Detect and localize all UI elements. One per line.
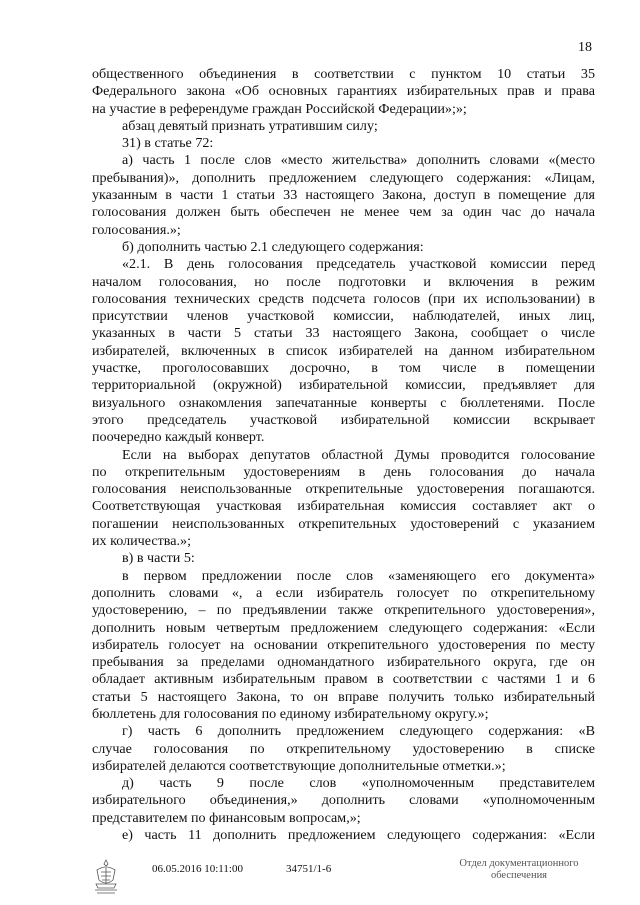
- text-line: абзац девятый признать утратившим силу;: [122, 117, 378, 134]
- coat-of-arms-icon: [93, 858, 119, 896]
- text-line: территориальной (окружной) избирательной комиссии, предъявляет для: [92, 377, 595, 394]
- footer-datetime: 06.05.2016 10:11:00: [152, 863, 243, 875]
- document-body: [92, 66, 595, 844]
- text-line: по открепительным удостоверениям в день голосования до начала: [92, 463, 595, 480]
- department-stamp: Отдел документационного обеспечения: [459, 858, 579, 881]
- text-line: Федерального закона «Об основных гарантиях избирательных прав и права: [92, 83, 595, 100]
- text-line: указанным в части 1 статьи 33 настоящего Закона, доступ в помещение для: [92, 187, 595, 204]
- page-number: 18: [578, 40, 592, 55]
- text-line: представителем по финансовым вопросам,»;: [92, 809, 361, 826]
- text-line: голосования неиспользованные открепительные удостоверения погашаются.: [92, 481, 595, 498]
- text-line: пребывания за пределами одномандатного избирательного округа, где он: [92, 654, 595, 671]
- text-line: в) в части 5:: [122, 550, 195, 567]
- text-line: избирателей делаются соответствующие дополнительные отметки.»;: [92, 757, 506, 774]
- text-line: избирателей, включенных в список избирателей на данном избирательном: [92, 342, 595, 359]
- text-line: д) часть 9 после слов «уполномоченным представителем: [122, 775, 595, 792]
- text-line: поочередно каждый конверт.: [92, 429, 265, 446]
- text-line: их количества.»;: [92, 533, 192, 550]
- text-line: дополнить словами «, а если избиратель голосует по открепительному: [92, 584, 595, 601]
- text-line: голосования должен быть обеспечен не менее чем за один час до начала: [92, 204, 595, 221]
- text-line: «2.1. В день голосования председатель участковой комиссии перед: [122, 256, 595, 273]
- text-line: участке, проголосовавших досрочно, в том числе в помещении: [92, 360, 595, 377]
- text-line: погашении неиспользованных открепительных удостоверений с указанием: [92, 515, 595, 532]
- text-line: а) часть 1 после слов «место жительства» дополнить словами «(место: [122, 152, 595, 169]
- text-line: удостоверению, – по предъявлении также открепительного удостоверения»,: [92, 602, 595, 619]
- text-line: избиратель голосует на основании открепительного удостоверения по месту: [92, 636, 595, 653]
- footer-doc-code: 34751/1-6: [286, 863, 332, 875]
- text-line: обладает активным избирательным правом в соответствии с частями 1 и 6: [92, 671, 595, 688]
- text-line: присутствии членов участковой комиссии, наблюдателей, иных лиц,: [92, 308, 595, 325]
- text-line: общественного объединения в соответствии с пунктом 10 статьи 35: [92, 66, 595, 82]
- text-line: статьи 5 настоящего Закона, то он вправе получить только избирательный: [92, 688, 595, 705]
- text-line: голосования.»;: [92, 221, 181, 238]
- text-line: этого председатель участковой избирательной комиссии вскрывает: [92, 411, 595, 428]
- text-line: е) часть 11 дополнить предложением следующего содержания: «Если: [122, 827, 595, 844]
- text-line: голосования технических средств подсчета голосов (при их использовании) в: [92, 290, 595, 307]
- text-line: дополнить новым четвертым предложением следующего содержания: «Если: [92, 619, 595, 636]
- text-line: началом голосования, но после подготовки и включения в режим: [92, 273, 595, 290]
- page-footer: [0, 856, 640, 904]
- text-line: Если на выборах депутатов областной Думы проводится голосование: [122, 446, 595, 463]
- text-line: пребывания)», дополнить предложением следующего содержания: «Лицам,: [92, 169, 595, 186]
- text-line: бюллетень для голосования по единому избирательному округу.»;: [92, 705, 489, 722]
- text-line: Соответствующая участковая избирательная комиссия составляет акт о: [92, 498, 595, 515]
- text-line: г) часть 6 дополнить предложением следующего содержания: «В: [122, 723, 595, 740]
- text-line: избирательного объединения,» дополнить словами «уполномоченным: [92, 792, 595, 809]
- text-line: указанных в части 5 статьи 33 настоящего Закона, сообщает о числе: [92, 325, 595, 342]
- text-line: б) дополнить частью 2.1 следующего содержания:: [122, 238, 424, 255]
- text-line: визуального ознакомления запечатанные конверты с бюллетенями. После: [92, 394, 595, 411]
- text-line: случае голосования по открепительному удостоверению в списке: [92, 740, 595, 757]
- text-line: в первом предложении после слов «заменяющего его документа»: [122, 567, 595, 584]
- text-line: на участие в референдуме граждан Российской Федерации»;»;: [92, 100, 467, 117]
- text-line: 31) в статье 72:: [122, 135, 214, 152]
